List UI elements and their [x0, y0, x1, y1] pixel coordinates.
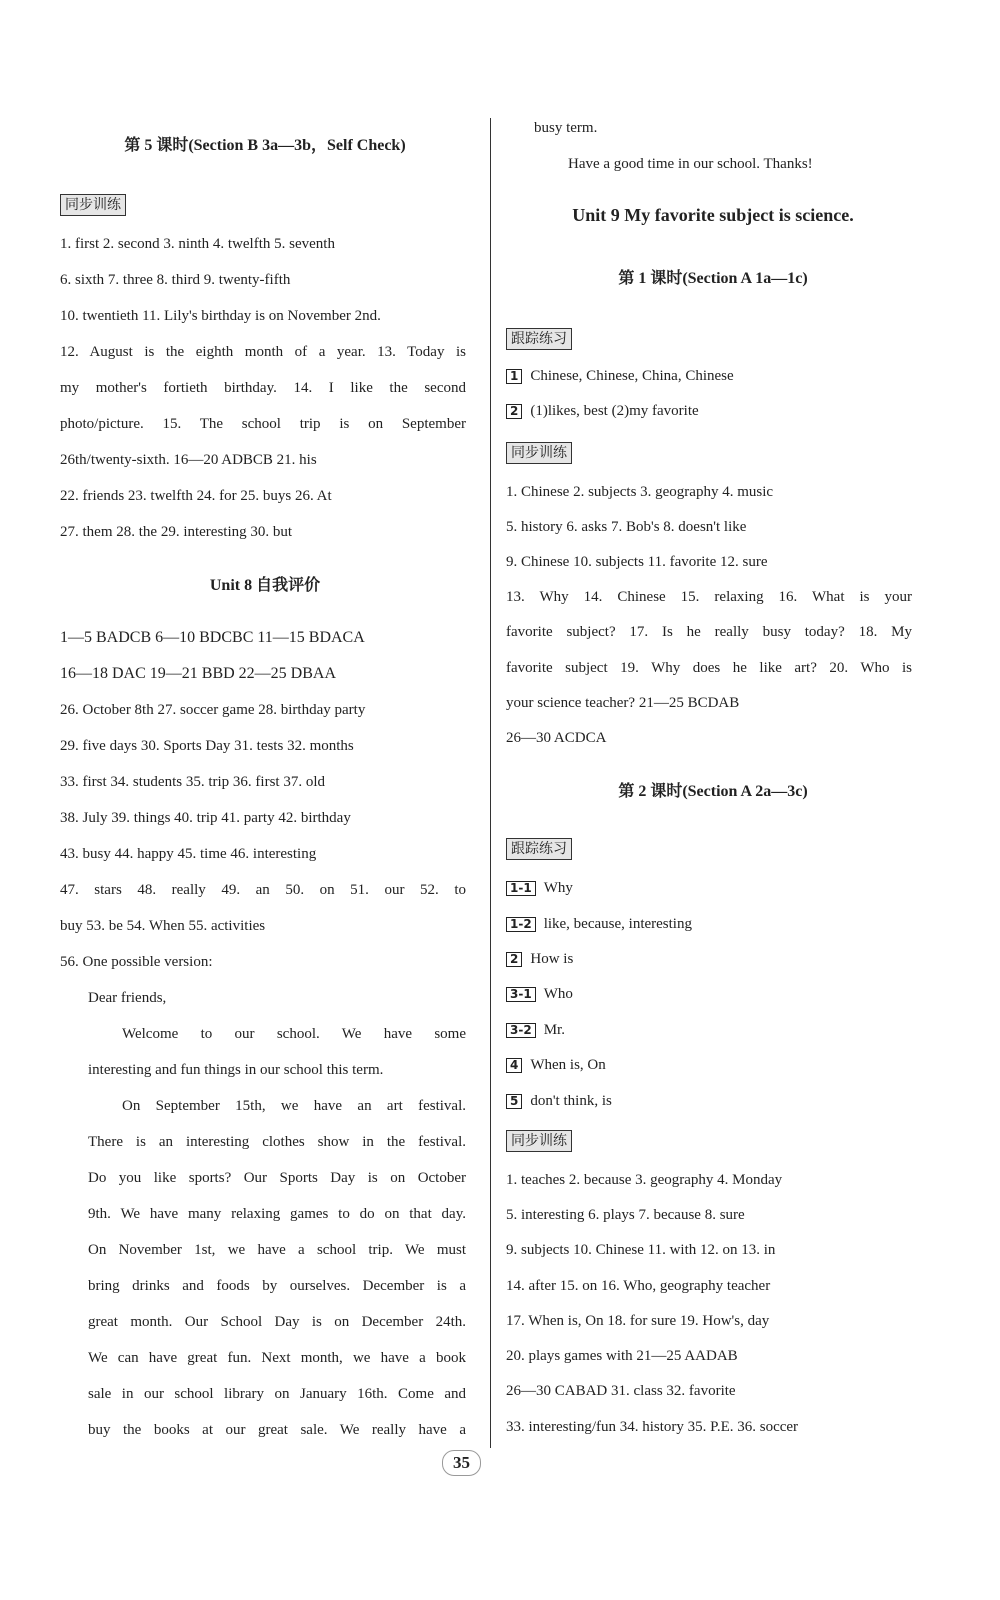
item-number-box: 1-2	[506, 917, 536, 932]
item-text: Mr.	[543, 1022, 565, 1038]
item-text: like, because, interesting	[543, 916, 692, 932]
answer-line: 9. subjects 10. Chinese 11. with 12. on 13. in	[506, 1242, 776, 1258]
answer-line: my mother's fortieth birthday. 14. I like the second	[60, 380, 466, 396]
track-item	[506, 949, 573, 969]
answer-line: 26th/twenty-sixth. 16—20 ADBCB 21. his	[60, 452, 317, 468]
item-number-box: 4	[506, 1058, 522, 1073]
review-line: 1—5 BADCB 6—10 BDCBC 11—15 BDACA	[60, 629, 365, 646]
answer-line: 17. When is, On 18. for sure 19. How's, day	[506, 1313, 770, 1329]
item-number-box: 2	[506, 952, 522, 967]
lesson5-heading: 第 5 课时(Section B 3a—3b，Self Check)	[124, 137, 406, 154]
answer-line: 33. interesting/fun 34. history 35. P.E. 36. soccer	[506, 1419, 799, 1435]
answer-line: 27. them 28. the 29. interesting 30. but	[60, 524, 293, 540]
review-line: 16—18 DAC 19—21 BBD 22—25 DBAA	[60, 665, 337, 682]
track-item	[506, 1091, 612, 1111]
essay-line: Do you like sports? Our Sports Day is on October	[88, 1170, 466, 1186]
track-item	[506, 1020, 565, 1040]
answer-line: 9. Chinese 10. subjects 11. favorite 12. sure	[506, 554, 768, 570]
essay-line: Dear friends,	[88, 990, 167, 1006]
track-item	[506, 401, 699, 421]
essay-line: interesting and fun things in our school this term.	[88, 1062, 384, 1078]
answer-line: 5. history 6. asks 7. Bob's 8. doesn't like	[506, 519, 747, 535]
essay-line: On September 15th, we have an art festival.	[122, 1098, 466, 1114]
essay-line: 9th. We have many relaxing games to do on that day.	[88, 1206, 466, 1222]
answer-line: your science teacher? 21—25 BCDAB	[506, 695, 740, 711]
essay-line: bring drinks and foods by ourselves. December is a	[88, 1278, 466, 1294]
answer-line: 1. Chinese 2. subjects 3. geography 4. music	[506, 484, 774, 500]
answer-line: favorite subject? 17. Is he really busy today? 18. My	[506, 624, 912, 640]
answer-line: 26—30 ACDCA	[506, 730, 607, 746]
essay-line: buy the books at our great sale. We really have a	[88, 1422, 466, 1438]
answer-line: 12. August is the eighth month of a year. 13. Today is	[60, 344, 466, 360]
item-text: How is	[530, 951, 574, 967]
answer-line: 5. interesting 6. plays 7. because 8. sure	[506, 1207, 745, 1223]
essay-line: There is an interesting clothes show in the festival.	[88, 1134, 466, 1150]
item-number-box: 1-1	[506, 881, 536, 896]
item-text: Who	[543, 986, 573, 1002]
sync-training-label: 同步训练	[506, 442, 572, 464]
track-practice-label: 跟踪练习	[506, 328, 572, 350]
review-line: 47. stars 48. really 49. an 50. on 51. our 52. to	[60, 882, 466, 898]
answer-line: 26—30 CABAD 31. class 32. favorite	[506, 1383, 736, 1399]
review-line: 38. July 39. things 40. trip 41. party 42. birthday	[60, 810, 351, 826]
page-number: 35	[442, 1450, 481, 1476]
item-text: Why	[543, 880, 573, 896]
answer-line: 13. Why 14. Chinese 15. relaxing 16. What is your	[506, 589, 912, 605]
answer-line: photo/picture. 15. The school trip is on September	[60, 416, 466, 432]
item-number-box: 1	[506, 369, 522, 384]
answer-line: 6. sixth 7. three 8. third 9. twenty-fifth	[60, 272, 291, 288]
column-divider	[490, 118, 491, 1448]
item-number-box: 5	[506, 1094, 522, 1109]
item-number-box: 3-1	[506, 987, 536, 1002]
review-line: 29. five days 30. Sports Day 31. tests 32. months	[60, 738, 354, 754]
item-number-box: 2	[506, 404, 522, 419]
essay-line: We can have great fun. Next month, we have a book	[88, 1350, 466, 1366]
track-item	[506, 1055, 606, 1075]
item-text: When is, On	[530, 1057, 606, 1073]
item-text: don't think, is	[530, 1093, 612, 1109]
essay-line: On November 1st, we have a school trip. We must	[88, 1242, 466, 1258]
track-item	[506, 878, 573, 898]
item-text: Chinese, Chinese, China, Chinese	[530, 368, 734, 384]
review-line: 43. busy 44. happy 45. time 46. interesting	[60, 846, 317, 862]
track-item	[506, 984, 573, 1004]
answer-line: 10. twentieth 11. Lily's birthday is on November 2nd.	[60, 308, 381, 324]
unit8-review-title: Unit 8 自我评价	[209, 577, 321, 594]
essay-line: Have a good time in our school. Thanks!	[568, 156, 813, 172]
lesson2-heading: 第 2 课时(Section A 2a—3c)	[618, 783, 808, 800]
review-line: 26. October 8th 27. soccer game 28. birthday party	[60, 702, 366, 718]
answer-line: 1. first 2. second 3. ninth 4. twelfth 5. seventh	[60, 236, 335, 252]
essay-line: great month. Our School Day is on December 24th.	[88, 1314, 466, 1330]
item-text: (1)likes, best (2)my favorite	[530, 403, 699, 419]
answer-line: 22. friends 23. twelfth 24. for 25. buys 26. At	[60, 488, 332, 504]
lesson1-heading: 第 1 课时(Section A 1a—1c)	[618, 270, 808, 287]
answer-line: 1. teaches 2. because 3. geography 4. Monday	[506, 1172, 783, 1188]
review-line: buy 53. be 54. When 55. activities	[60, 918, 266, 934]
essay-line: sale in our school library on January 16th. Come and	[88, 1386, 466, 1402]
track-practice-label: 跟踪练习	[506, 838, 572, 860]
answer-line: favorite subject 19. Why does he like art? 20. Who is	[506, 660, 912, 676]
track-item	[506, 366, 734, 386]
essay-line: busy term.	[534, 120, 598, 136]
answer-line: 20. plays games with 21—25 AADAB	[506, 1348, 738, 1364]
track-item	[506, 914, 692, 934]
sync-training-label: 同步训练	[506, 1130, 572, 1152]
answer-line: 14. after 15. on 16. Who, geography teacher	[506, 1278, 771, 1294]
review-line: 56. One possible version:	[60, 954, 213, 970]
essay-line: Welcome to our school. We have some	[122, 1026, 466, 1042]
sync-training-label: 同步训练	[60, 194, 126, 216]
review-line: 33. first 34. students 35. trip 36. first 37. old	[60, 774, 325, 790]
unit9-title: Unit 9 My favorite subject is science.	[572, 205, 854, 225]
item-number-box: 3-2	[506, 1023, 536, 1038]
